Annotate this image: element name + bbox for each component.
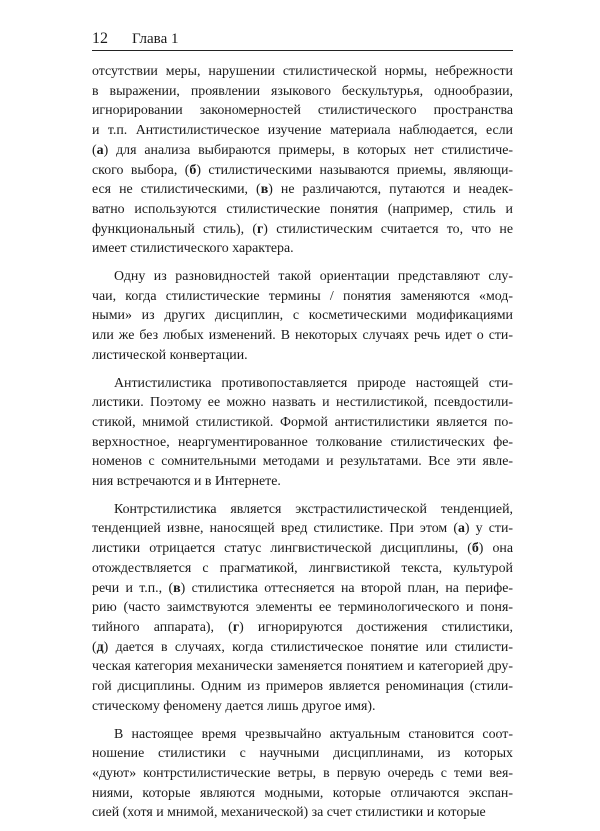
paragraph (92, 374, 513, 492)
text-line: функциональный стиль), (г) стилистическим считается то, что не (92, 221, 513, 237)
text-line: листической конвертации. (92, 347, 248, 363)
text-line: стическому феномену дается лишь другое имя). (92, 698, 376, 714)
chapter-title: Глава 1 (132, 31, 179, 47)
text-line: «дуют» контрстилистические ветры, в первую очередь с теми вея- (92, 765, 513, 781)
text-line: ского выбора, (б) стилистическими называются приемы, являющи- (92, 162, 514, 178)
text-line: ными» из других дисциплин, с косметическими модификациями (92, 308, 513, 324)
text-line: В настоящее время чрезвычайно актуальным становится соот- (114, 726, 513, 742)
text-line: (д) дается в случаях, когда стилистическое понятие или стилисти- (92, 639, 513, 655)
paragraph (92, 267, 513, 366)
text-line: ватно используются стилистические понятия (например, стиль и (92, 201, 513, 217)
paragraph (92, 725, 513, 824)
header-rule (92, 50, 513, 51)
text-line: Антистилистика противопоставляется природе настоящей сти- (114, 375, 513, 391)
text-line: сией (хотя и мнимой, механической) за счет стилистики и которые (92, 805, 486, 821)
text-line: в выражении, проявлении языкового бескультурья, однообразии, (92, 83, 513, 99)
text-line: ниями, которые являются модными, которые отличаются экспан- (92, 785, 513, 801)
text-line: гой дисциплины. Одним из примеров является реноминация (стили- (92, 679, 513, 695)
running-header (92, 30, 512, 50)
text-line: имеет стилистического характера. (92, 241, 294, 257)
body-text (92, 62, 513, 831)
page-number: 12 (92, 30, 108, 47)
paragraph (92, 500, 513, 717)
text-line: отождествляется с прагматикой, лингвистикой текста, культурой (92, 560, 513, 576)
text-line: номенов с сомнительными методами и результатами. Все эти явле- (92, 454, 513, 470)
text-line: листики отрицается статус лингвистической дисциплины, (б) она (92, 541, 513, 557)
text-line: тийного аппарата), (г) игнорируются достижения стилистики, (92, 619, 513, 635)
text-line: Контрстилистика является экстрастилистической тенденцией, (114, 501, 513, 517)
paragraph (92, 62, 513, 259)
text-line: или же без любых изменений. В некоторых случаях речь идет о сти- (92, 328, 513, 344)
text-line: игнорировании закономерностей стилистического пространства (92, 103, 513, 119)
text-line: ния встречаются и в Интернете. (92, 474, 281, 490)
text-line: рию (часто заимствуются элементы ее терминологического и поня- (92, 600, 513, 616)
text-line: чаи, когда стилистические термины / понятия заменяются «мод- (92, 288, 513, 304)
text-line: листики. Поэтому ее можно назвать и нестилистикой, псевдостили- (92, 395, 513, 411)
text-line: отсутствии меры, нарушении стилистической нормы, небрежности (92, 64, 513, 79)
text-line: верхностное, неаргументированное толкование стилистических фе- (92, 434, 513, 450)
text-line: ческая категория механически заменяется понятием и категорией дру- (92, 659, 513, 675)
text-line: Одну из разновидностей такой ориентации представляют слу- (114, 269, 513, 285)
text-line: ношение стилистики с научными дисциплинами, из которых (92, 746, 513, 762)
text-line: (а) для анализа выбираются примеры, в которых нет стилистиче- (92, 142, 513, 158)
text-line: речи и т.п., (в) стилистика оттесняется на второй план, на перифе- (92, 580, 513, 596)
text-line: и т.п. Антистилистическое изучение материала наблюдается, если (92, 123, 513, 139)
text-line: тенденцией извне, наносящей вред стилистике. При этом (а) у сти- (92, 521, 513, 537)
text-line: еся не стилистическими, (в) не различаются, путаются и неадек- (92, 182, 513, 198)
text-line: стикой, мнимой стилистикой. Формой антистилистики является по- (92, 414, 513, 430)
